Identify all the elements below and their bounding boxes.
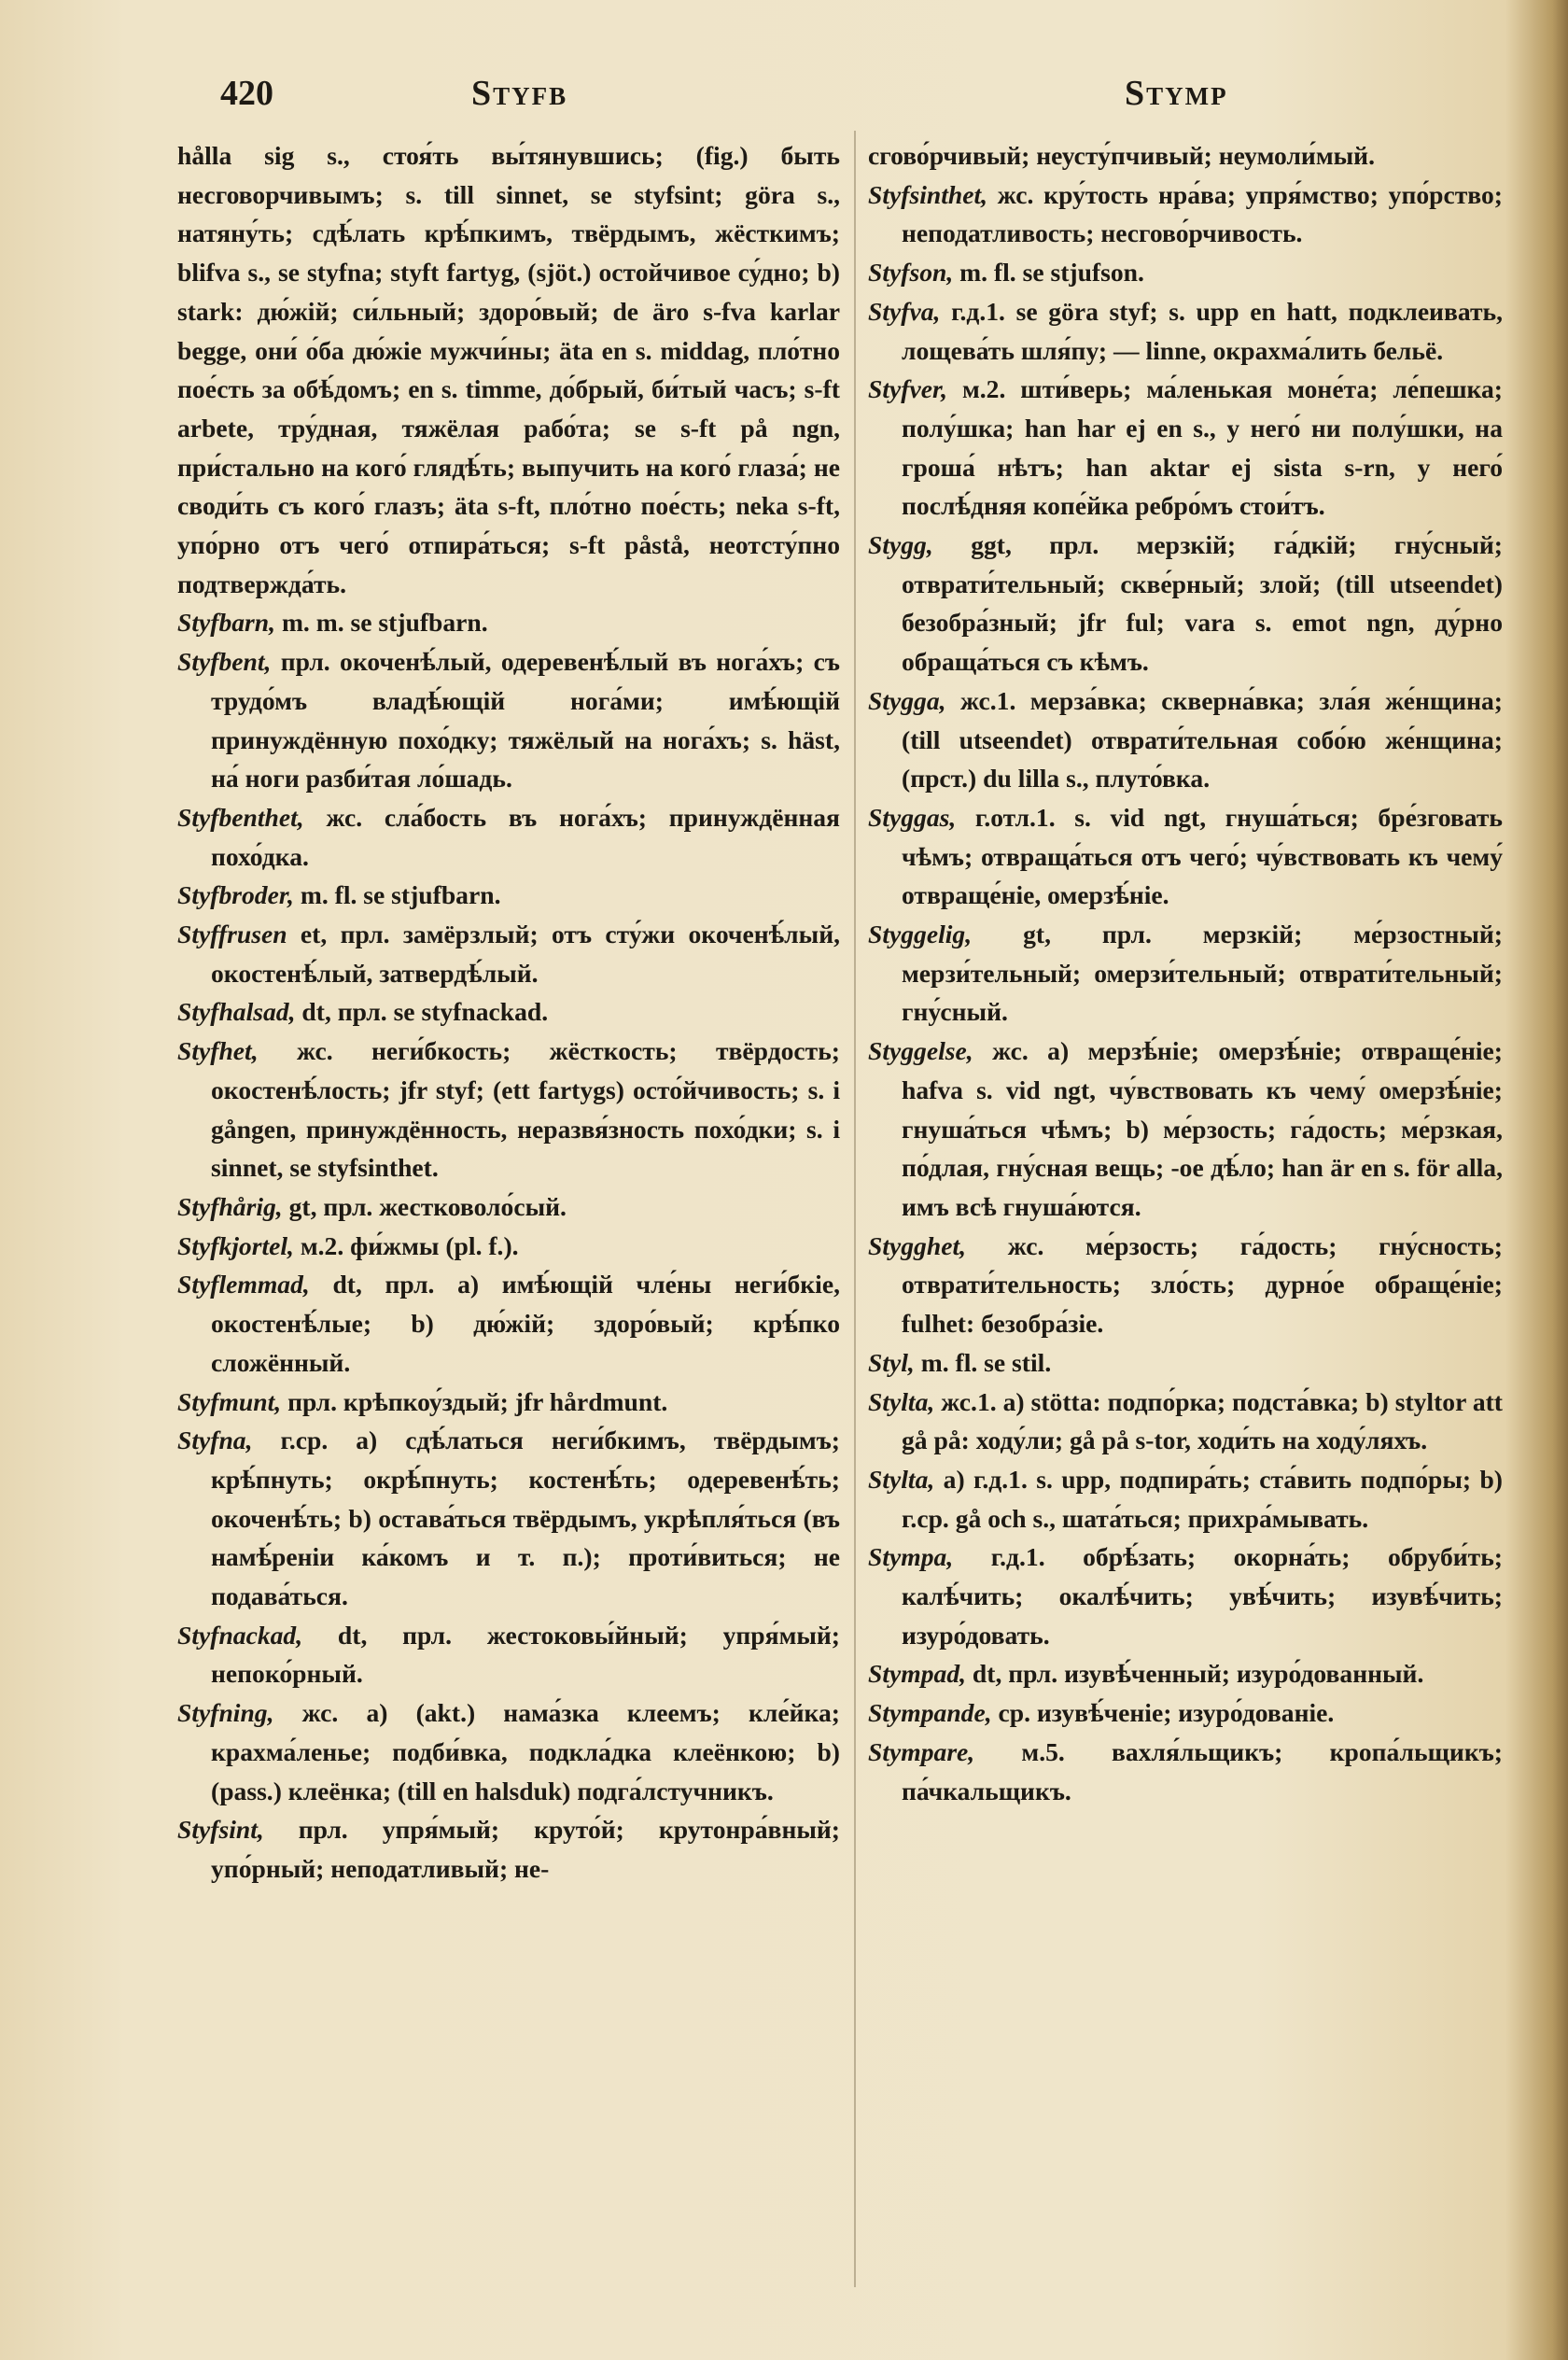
dictionary-entry — [177, 1032, 840, 1187]
entry-definition: m. m. se stjufbarn. — [281, 608, 488, 638]
entry-definition: м.2. фи́жмы (pl. f.). — [300, 1230, 519, 1260]
entry-definition: жс. a) мерзѣ́ніе; омерзѣ́ніе; отвраще́ніе; hafva s. vid ngt, чу́вствовать къ чему́ омерзѣ́ніе; гнуша́ться чѣмъ; b) ме́рзость; га́дость; ме́рзкая, по́длая, гну́сная вещь; -ое дѣ́ло; han är en s. för alla, имъ всѣ гнуша́ются. — [902, 1036, 1503, 1221]
entry-definition: et, прл. замёрзлый; отъ сту́жи окоченѣ́лый, окостенѣ́лый, затвердѣ́лый. — [211, 920, 841, 988]
dictionary-entry — [868, 681, 1503, 798]
dictionary-entry — [868, 1227, 1503, 1343]
entry-headword: Styggelig, — [868, 920, 973, 949]
dictionary-entry — [177, 1187, 840, 1227]
entry-headword: Styfhårig, — [177, 1191, 283, 1221]
entry-definition: м.5. вахля́льщикъ; кропа́льщикъ; па́чкальщикъ. — [902, 1736, 1503, 1805]
entry-definition: жс. a) (akt.) нама́зка клеемъ; кле́йка; крахма́ленье; подби́вка, подкла́дка клеёнкою; b) (pass.) клеёнка; (till en halsduk) подга́лстучникъ. — [211, 1698, 840, 1805]
entry-headword: Styfbroder, — [177, 880, 294, 910]
entry-definition: m. fl. se stjufbarn. — [300, 880, 501, 910]
entry-headword: Styfhet, — [177, 1036, 259, 1066]
entry-headword: Styfbenthet, — [177, 802, 304, 832]
dictionary-entry — [177, 915, 840, 992]
entry-headword: Styflemmad, — [177, 1270, 310, 1299]
entry-headword: Stympad, — [868, 1659, 967, 1689]
entry-definition: ср. изувѣ́ченіе; изуро́дованіе. — [998, 1698, 1335, 1728]
dictionary-entry — [868, 526, 1503, 681]
entry-definition: dt, прл. a) имѣ́ющій чле́ны неги́бкіе, окостенѣ́лые; b) дю́жій; здоро́вый; крѣ́пко сложённый. — [211, 1270, 840, 1377]
entry-definition: м.2. шти́верь; ма́ленькая моне́та; ле́пешка; полу́шка; han har ej en s., у него́ ни полу́шки, на гроша́ нѣтъ; han aktar ej sista s-rn, у него́ послѣ́дняя копе́йка ребро́мъ стои́тъ. — [902, 374, 1503, 521]
dictionary-entry — [868, 1383, 1503, 1460]
right-column — [868, 136, 1503, 1810]
dictionary-entry — [868, 1654, 1503, 1693]
entry-definition: г.д.1. se göra styf; s. upp en hatt, подклеивать, лощева́ть шля́пу; — linne, окрахма́лить бельё. — [902, 296, 1503, 365]
entry-definition: hålla sig s., стоя́ть вы́тянувшись; (fig.) быть несговорчивымъ; s. till sinnet, se styfsint; göra s., натяну́ть; сдѣ́лать крѣ́пкимъ, твёрдымъ, жёсткимъ; blifva s., se styfna; styft fartyg, (sjöt.) остойчивое су́дно; b) stark: дю́жій; си́льный; здоро́вый; de äro s-fva karlar begge, они́ о́ба дю́жіе мужчи́ны; äta en s. middag, пло́тно пое́сть за обѣ́домъ; en s. timme, до́брый, би́тый часъ; s-ft arbete, тру́дная, тяжёлая рабо́та; se s-ft på ngn, при́стально на кого́ глядѣ́ть; выпучить на кого́ глаза́; не своди́ть съ кого́ глазъ; äta s-ft, пло́тно пое́сть; neka s-ft, упо́рно отъ чего́ отпира́ться; s-ft påstå, неотсту́пно подтвержда́ть. — [177, 141, 840, 598]
column-divider — [854, 131, 856, 2287]
entry-definition: ggt, прл. мерзкій; га́дкій; гну́сный; отврати́тельный; скве́рный; злой; (till utseendet) безобра́зный; jfr ful; vara s. emot ngn, ду́рно обраща́ться съ кѣмъ. — [902, 530, 1503, 677]
entry-definition: жс. неги́бкость; жёсткость; твёрдость; окостенѣ́лость; jfr styf; (ett fartygs) осто́йчивость; s. i gången, принуждённость, неразвя́зность похо́дки; s. i sinnet, se styfsinthet. — [211, 1036, 840, 1183]
dictionary-entry — [868, 1733, 1503, 1810]
entry-definition: жс. ме́рзость; га́дость; гну́сность; отврати́тельность; зло́сть; дурно́е обраще́ніе; fulhet: безобра́зіе. — [902, 1230, 1503, 1339]
entry-headword: Styfnackad, — [177, 1620, 303, 1650]
dictionary-entry — [868, 253, 1503, 292]
dictionary-entry — [177, 1616, 840, 1693]
guide-word-right: Stymp — [1125, 74, 1228, 113]
entry-headword: Stygg, — [868, 530, 933, 560]
dictionary-entry — [868, 915, 1503, 1032]
entry-headword: Styfna, — [177, 1426, 253, 1455]
entry-headword: Styggelse, — [868, 1036, 973, 1066]
entry-headword: Styfver, — [868, 374, 948, 404]
dictionary-entry — [868, 798, 1503, 915]
entry-headword: Styfning, — [177, 1698, 274, 1728]
entry-definition: г.ср. a) сдѣ́латься неги́бкимъ, твёрдымъ; крѣ́пнуть; окрѣ́пнуть; костенѣ́ть; одеревенѣ́ть; окоченѣ́ть; b) остава́ться твёрдымъ, укрѣпля́ться (въ намѣ́реніи ка́комъ и т. п.); проти́виться; не подава́ться. — [211, 1426, 840, 1611]
dictionary-entry — [868, 370, 1503, 526]
entry-definition: a) г.д.1. s. upp, подпира́ть; ста́вить подпо́ры; b) г.ср. gå och s., шата́ться; прихра́мывать. — [902, 1464, 1503, 1533]
entry-headword: Styfsinthet, — [868, 179, 988, 209]
page-number: 420 — [220, 74, 273, 113]
dictionary-entry — [177, 1383, 840, 1422]
entry-headword: Styl, — [868, 1347, 915, 1377]
entry-definition: жс. кру́тость нра́ва; упря́мство; упо́рство; неподатливость; несгово́рчивость. — [902, 179, 1503, 248]
dictionary-entry — [868, 1460, 1503, 1538]
entry-headword: Styggas, — [868, 802, 957, 832]
entry-headword: Stympande, — [868, 1698, 992, 1728]
entry-headword: Styfbent, — [177, 647, 272, 677]
dictionary-entry — [868, 1343, 1503, 1383]
entry-headword: Stympare, — [868, 1736, 975, 1766]
dictionary-entry — [868, 292, 1503, 370]
entry-headword: Styfhalsad, — [177, 997, 296, 1027]
entry-definition: dt, прл. se styfnackad. — [301, 997, 549, 1027]
dictionary-entry — [177, 876, 840, 915]
dictionary-entry — [868, 136, 1503, 176]
dictionary-entry — [177, 1227, 840, 1266]
dictionary-entry — [868, 1032, 1503, 1227]
dictionary-entry — [177, 603, 840, 642]
dictionary-entry — [177, 798, 840, 876]
left-column — [177, 136, 840, 1889]
entry-headword: Styfkjortel, — [177, 1230, 294, 1260]
entry-headword: Stympa, — [868, 1542, 954, 1572]
entry-definition: жс.1. мерза́вка; скверна́вка; зла́я же́нщина; (till utseendet) отврати́тельная собо́ю же́нщина; (прст.) du lilla s., плуто́вка. — [902, 685, 1503, 794]
entry-definition: gt, прл. мерзкій; ме́рзостный; мерзи́тельный; омерзи́тельный; отврати́тельный; гну́сный. — [902, 920, 1503, 1027]
entry-definition: прл. крѣпкоу́здый; jfr hårdmunt. — [287, 1386, 668, 1416]
entry-headword: Stygga, — [868, 685, 946, 715]
entry-definition: dt, прл. изувѣ́ченный; изуро́дованный. — [972, 1659, 1424, 1689]
dictionary-entry — [177, 1693, 840, 1810]
entry-headword: Stylta, — [868, 1464, 935, 1494]
entry-definition: dt, прл. жестоковы́йный; упря́мый; непоко́рный. — [211, 1620, 840, 1689]
dictionary-entry — [868, 1693, 1503, 1733]
entry-definition: gt, прл. жестковоло́сый. — [288, 1191, 567, 1221]
entry-headword: Styfmunt, — [177, 1386, 282, 1416]
entry-headword: Styfsint, — [177, 1815, 264, 1845]
entry-headword: Styfson, — [868, 258, 954, 288]
entry-headword: Styfbarn, — [177, 608, 276, 638]
dictionary-entry — [177, 1810, 840, 1888]
dictionary-entry — [177, 642, 840, 798]
entry-definition: m. fl. se stjufson. — [959, 258, 1144, 288]
entry-definition: г.отл.1. s. vid ngt, гнуша́ться; бре́зговать чѣмъ; отвраща́ться отъ чего́; чу́вствовать къ чему́ отвраще́ніе, омерзѣ́ніе. — [902, 802, 1503, 910]
entry-definition: прл. окоченѣ́лый, одеревенѣ́лый въ нога́хъ; съ трудо́мъ владѣ́ющій нога́ми; имѣ́ющій принуждённую похо́дку; тяжёлый на нога́хъ; s. häst, на́ ноги разби́тая ло́шадь. — [211, 647, 840, 794]
entry-definition: жс.1. a) stötta: подпо́рка; подста́вка; b) styltor att gå på: ходу́ли; gå på s-tor, ходи́ть на ходу́ляхъ. — [902, 1386, 1503, 1455]
guide-word-left: Styfb — [471, 74, 568, 113]
entry-definition: m. fl. se stil. — [920, 1347, 1052, 1377]
entry-headword: Stylta, — [868, 1386, 935, 1416]
dictionary-entry — [177, 136, 840, 603]
dictionary-entry — [177, 992, 840, 1032]
entry-headword: Stygghet, — [868, 1230, 967, 1260]
entry-definition: сгово́рчивый; неусту́пчивый; неумоли́мый. — [868, 141, 1375, 170]
dictionary-entry — [177, 1421, 840, 1616]
dictionary-entry — [868, 1538, 1503, 1654]
entry-headword: Styffrusen — [177, 920, 287, 949]
entry-definition: г.д.1. обрѣ́зать; окорна́ть; обруби́ть; калѣ́чить; окалѣ́чить; увѣ́чить; изувѣ́чить; изуро́довать. — [902, 1542, 1503, 1650]
entry-definition: жс. сла́бость въ нога́хъ; принуждённая похо́дка. — [211, 802, 840, 871]
dictionary-entry — [177, 1265, 840, 1382]
entry-headword: Styfva, — [868, 296, 941, 326]
entry-definition: прл. упря́мый; круто́й; крутонра́вный; упо́рный; неподатливый; не- — [211, 1815, 840, 1883]
dictionary-entry — [868, 176, 1503, 253]
